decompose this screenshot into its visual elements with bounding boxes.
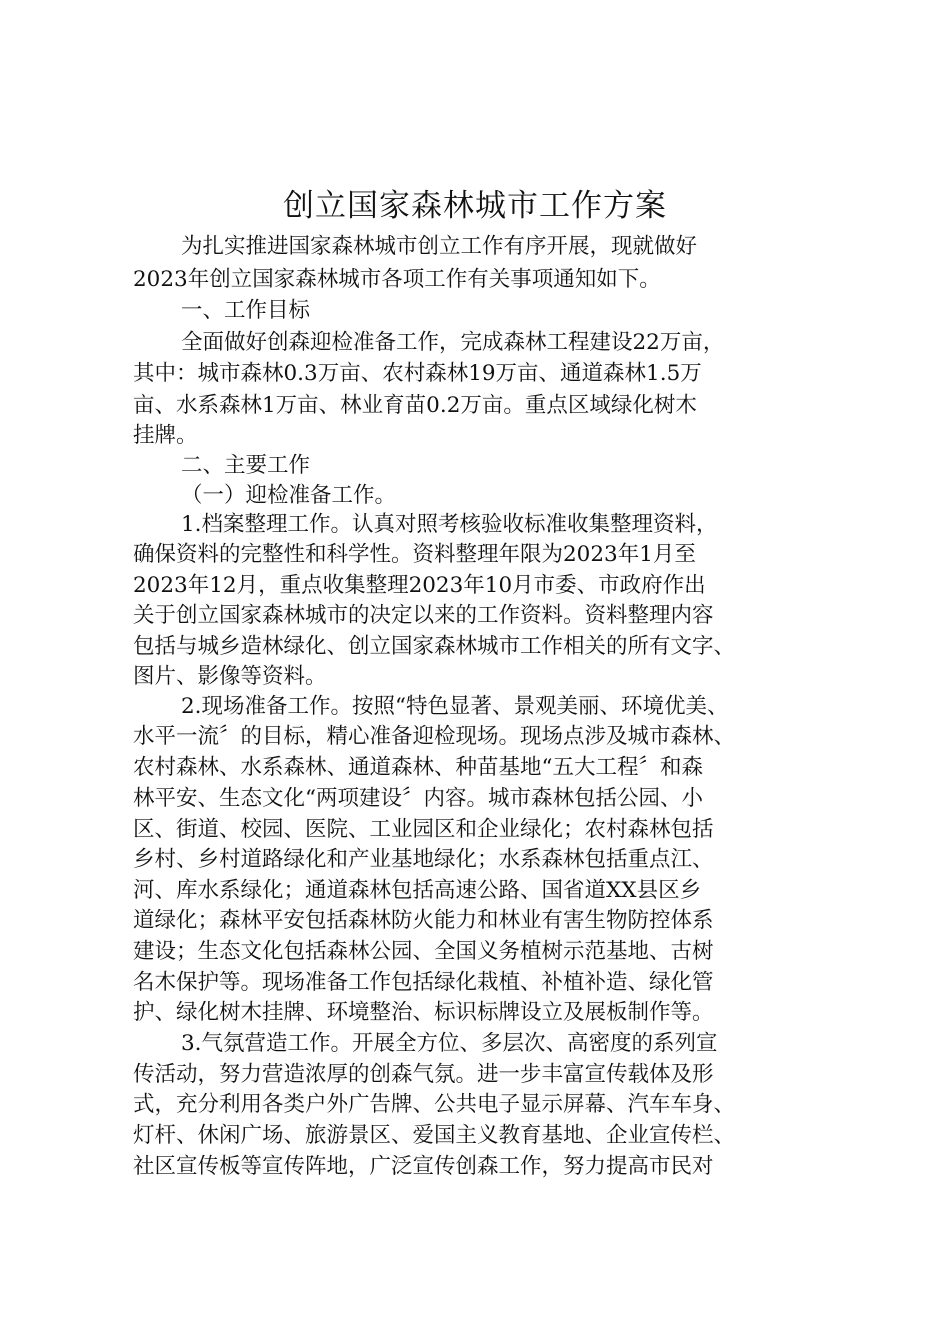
paragraph-line: 式，充分利用各类户外广告牌、公共电子显示屏幕、汽车车身、 xyxy=(133,1092,736,1117)
paragraph-line: 关于创立国家森林城市的决定以来的工作资料。资料整理内容 xyxy=(133,603,714,628)
paragraph-line: 建设；生态文化包括森林公园、全国义务植树示范基地、古树 xyxy=(133,939,714,964)
paragraph-line: 社区宣传板等宣传阵地，广泛宣传创森工作，努力提高市民对 xyxy=(133,1154,714,1179)
paragraph-line: 传活动，努力营造浓厚的创森气氛。进一步丰富宣传载体及形 xyxy=(133,1062,714,1087)
subsection-heading: （一）迎检准备工作。 xyxy=(181,483,397,508)
paragraph-line: 1.档案整理工作。认真对照考核验收标准收集整理资料， xyxy=(181,512,718,537)
paragraph-line: 名木保护等。现场准备工作包括绿化栽植、补植补造、绿化管 xyxy=(133,970,714,995)
paragraph-line: 林平安、生态文化“两项建设〞内容。城市森林包括公园、小 xyxy=(133,786,703,811)
paragraph-line: 2023年创立国家森林城市各项工作有关事项通知如下。 xyxy=(133,267,661,292)
paragraph-line: 图片、影像等资料。 xyxy=(133,664,327,689)
paragraph-line: 亩、水系森林1万亩、林业育苗0.2万亩。重点区域绿化树木 xyxy=(133,393,697,418)
paragraph-line: 灯杆、休闲广场、旅游景区、爱国主义教育基地、企业宣传栏、 xyxy=(133,1123,736,1148)
paragraph-line: 2023年12月，重点收集整理2023年10月市委、市政府作出 xyxy=(133,573,706,598)
paragraph-line: 护、绿化树木挂牌、环境整治、标识标牌设立及展板制作等。 xyxy=(133,1000,714,1025)
paragraph-line: 3.气氛营造工作。开展全方位、多层次、高密度的系列宣 xyxy=(181,1031,718,1056)
paragraph-line: 2.现场准备工作。按照“特色显著、景观美丽、环境优美、 xyxy=(181,694,729,719)
paragraph-line: 确保资料的完整性和科学性。资料整理年限为2023年1月至 xyxy=(133,542,696,567)
section-heading: 一、工作目标 xyxy=(181,298,311,323)
paragraph-line: 包括与城乡造林绿化、创立国家森林城市工作相关的所有文字、 xyxy=(133,634,736,659)
paragraph-line: 区、街道、校园、医院、工业园区和企业绿化；农村森林包括 xyxy=(133,817,714,842)
paragraph-line: 水平一流〞的目标，精心准备迎检现场。现场点涉及城市森林、 xyxy=(133,724,736,749)
paragraph-line: 全面做好创森迎检准备工作，完成森林工程建设22万亩， xyxy=(181,330,725,355)
paragraph-line: 为扎实推进国家森林城市创立工作有序开展，现就做好 xyxy=(181,234,698,259)
section-heading: 二、主要工作 xyxy=(181,453,311,478)
paragraph-line: 农村森林、水系森林、通道森林、种苗基地“五大工程〞和森 xyxy=(133,755,703,780)
paragraph-line: 乡村、乡村道路绿化和产业基地绿化；水系森林包括重点江、 xyxy=(133,847,714,872)
paragraph-line: 挂牌。 xyxy=(133,423,198,448)
paragraph-line: 河、库水系绿化；通道森林包括高速公路、国省道XX县区乡 xyxy=(133,878,702,903)
paragraph-line: 道绿化；森林平安包括森林防火能力和林业有害生物防控体系 xyxy=(133,908,714,933)
paragraph-line: 其中：城市森林0.3万亩、农村森林19万亩、通道森林1.5万 xyxy=(133,361,702,386)
document-title: 创立国家森林城市工作方案 xyxy=(283,188,667,224)
